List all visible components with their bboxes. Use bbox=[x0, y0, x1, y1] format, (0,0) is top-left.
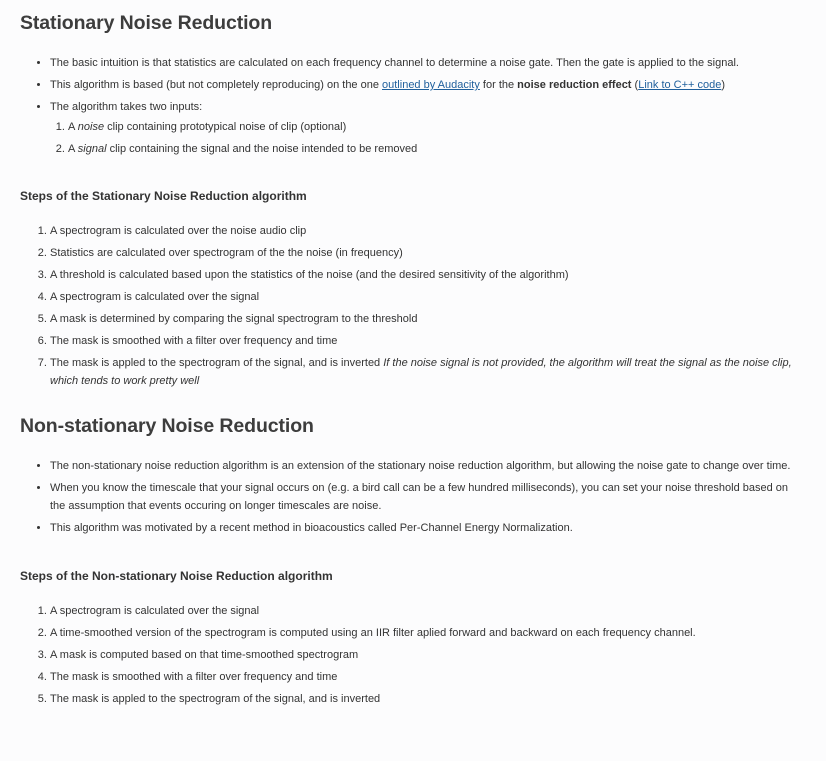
stationary-steps-title: Steps of the Stationary Noise Reduction algorithm bbox=[20, 189, 307, 203]
list-item bbox=[50, 98, 806, 158]
list-item: 6. The mask is smoothed with a filter over frequency and time bbox=[50, 332, 806, 350]
list-item: 2. A time-smoothed version of the spectrogram is computed using an IIR filter aplied forward and backward on each frequency channel. bbox=[50, 624, 806, 642]
stationary-title: Stationary Noise Reduction bbox=[20, 12, 273, 34]
list-item-text: for the bbox=[479, 79, 518, 91]
list-item: 3. A threshold is calculated based upon the statistics of the noise (and the desired sensitivity of the algorithm) bbox=[50, 266, 806, 284]
list-item: 3. A mask is computed based on that time-smoothed spectrogram bbox=[50, 646, 806, 664]
emphasis: signal bbox=[77, 143, 107, 155]
list-item bbox=[50, 354, 806, 390]
bold-term: noise reduction effect bbox=[517, 79, 632, 91]
list-item: 2. Statistics are calculated over spectrogram of the the noise (in frequency) bbox=[50, 244, 806, 262]
list-item-text: clip containing prototypical noise of clip (optional) bbox=[104, 121, 347, 133]
list-item-text: ) bbox=[721, 79, 726, 91]
audacity-link[interactable]: outlined by Audacity bbox=[382, 79, 480, 91]
list-item: • This algorithm was motivated by a recent method in bioacoustics called Per-Channel Energy Normalization. bbox=[50, 519, 806, 537]
list-item: 4. The mask is smoothed with a filter over frequency and time bbox=[50, 668, 806, 686]
nonstationary-steps-list bbox=[20, 602, 806, 708]
nonstationary-bullet-list bbox=[20, 457, 806, 537]
nonstationary-steps-title: Steps of the Non-stationary Noise Reduction algorithm bbox=[20, 569, 333, 583]
list-item: 1. A spectrogram is calculated over the noise audio clip bbox=[50, 222, 806, 240]
list-item-text: This algorithm is based (but not completely reproducing) on the one bbox=[50, 79, 383, 91]
list-item bbox=[68, 118, 806, 136]
list-item: 5. A mask is determined by comparing the signal spectrogram to the threshold bbox=[50, 310, 806, 328]
list-item: 5. The mask is appled to the spectrogram of the signal, and is inverted bbox=[50, 690, 806, 708]
list-item-text: ( bbox=[631, 79, 639, 91]
list-item-text: clip containing the signal and the noise intended to be removed bbox=[106, 143, 418, 155]
list-item-text: The mask is appled to the spectrogram of the signal, and is inverted bbox=[50, 357, 384, 369]
stationary-steps-list bbox=[20, 222, 806, 390]
stationary-bullet-list bbox=[20, 54, 806, 158]
list-item bbox=[50, 76, 806, 94]
list-item-text: A bbox=[68, 143, 78, 155]
list-item-text: The algorithm takes two inputs: bbox=[50, 101, 203, 113]
nonstationary-title: Non-stationary Noise Reduction bbox=[20, 415, 314, 437]
list-item bbox=[68, 140, 806, 158]
cpp-code-link[interactable]: Link to C++ code bbox=[638, 79, 722, 91]
list-item: 4. A spectrogram is calculated over the signal bbox=[50, 288, 806, 306]
list-item-text: A bbox=[68, 121, 78, 133]
list-item: 1. A spectrogram is calculated over the signal bbox=[50, 602, 806, 620]
list-item: • When you know the timescale that your signal occurs on (e.g. a bird call can be a few hundred milliseconds), you can set your noise threshold based on the assumption that events occuring on longer timescales are noise. bbox=[50, 479, 806, 515]
emphasis: noise bbox=[77, 121, 105, 133]
list-item: • The basic intuition is that statistics are calculated on each frequency channel to determine a noise gate. Then the gate is applied to the signal. bbox=[50, 54, 806, 72]
inputs-list bbox=[50, 118, 806, 158]
list-item: • The non-stationary noise reduction algorithm is an extension of the stationary noise reduction algorithm, but allowing the noise gate to change over time. bbox=[50, 457, 806, 475]
emphasis: If the noise signal is not provided, the algorithm will treat the signal as the noise clip, which tends to work pretty well bbox=[50, 357, 792, 387]
